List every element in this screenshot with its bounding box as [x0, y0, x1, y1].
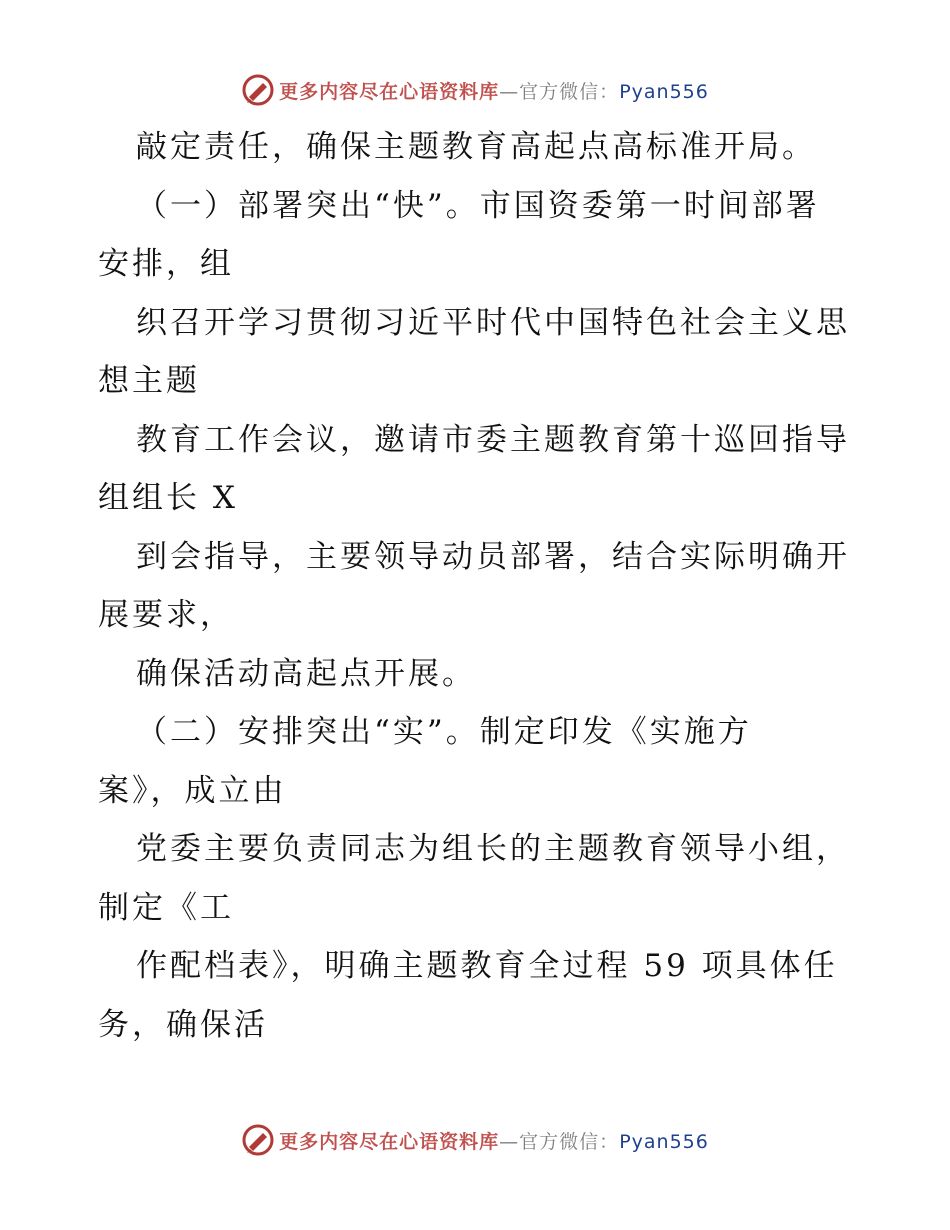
watermark-slogan: 更多内容尽在心语资料库 — [279, 80, 500, 103]
body-line: 确保活动高起点开展。 — [136, 655, 476, 692]
body-line: 想主题 — [98, 363, 200, 399]
body-line: 组组长 X — [98, 480, 238, 516]
body-line: （二）安排突出“实”。制定印发《实施方 — [136, 714, 752, 750]
pen-seal-icon — [241, 73, 275, 107]
watermark-text — [279, 1127, 709, 1154]
watermark-wechat-label: —官方微信： — [499, 1130, 620, 1153]
watermark-slogan: 更多内容尽在心语资料库 — [279, 1130, 500, 1153]
watermark-wechat-id: Pyan556 — [619, 1130, 709, 1153]
watermark-wechat-label: —官方微信： — [499, 80, 620, 103]
watermark-wechat-id: Pyan556 — [619, 80, 709, 103]
body-line: （一）部署突出“快”。市国资委第一时间部署 — [136, 187, 820, 224]
body-line: 制定《工 — [98, 889, 234, 926]
body-line: 教育工作会议，邀请市委主题教育第十巡回指导 — [136, 421, 850, 458]
body-line: 务，确保活 — [98, 1006, 268, 1043]
body-line: 到会指导，主要领导动员部署，结合实际明确开 — [136, 538, 850, 575]
body-line: 织召开学习贯彻习近平时代中国特色社会主义思 — [136, 304, 850, 341]
header-watermark-banner — [0, 70, 950, 110]
body-line: 党委主要负责同志为组长的主题教育领导小组， — [136, 831, 850, 867]
watermark-text — [279, 77, 709, 104]
body-line: 敲定责任，确保主题教育高起点高标准开局。 — [136, 129, 816, 165]
footer-watermark-banner — [0, 1120, 950, 1160]
body-line: 作配档表》，明确主题教育全过程 59 项具体任 — [136, 948, 838, 984]
document-body — [98, 118, 858, 1054]
pen-seal-icon — [241, 1123, 275, 1157]
body-line: 安排，组 — [98, 246, 234, 282]
body-line: 案》，成立由 — [98, 772, 287, 809]
body-line: 展要求， — [98, 597, 234, 633]
